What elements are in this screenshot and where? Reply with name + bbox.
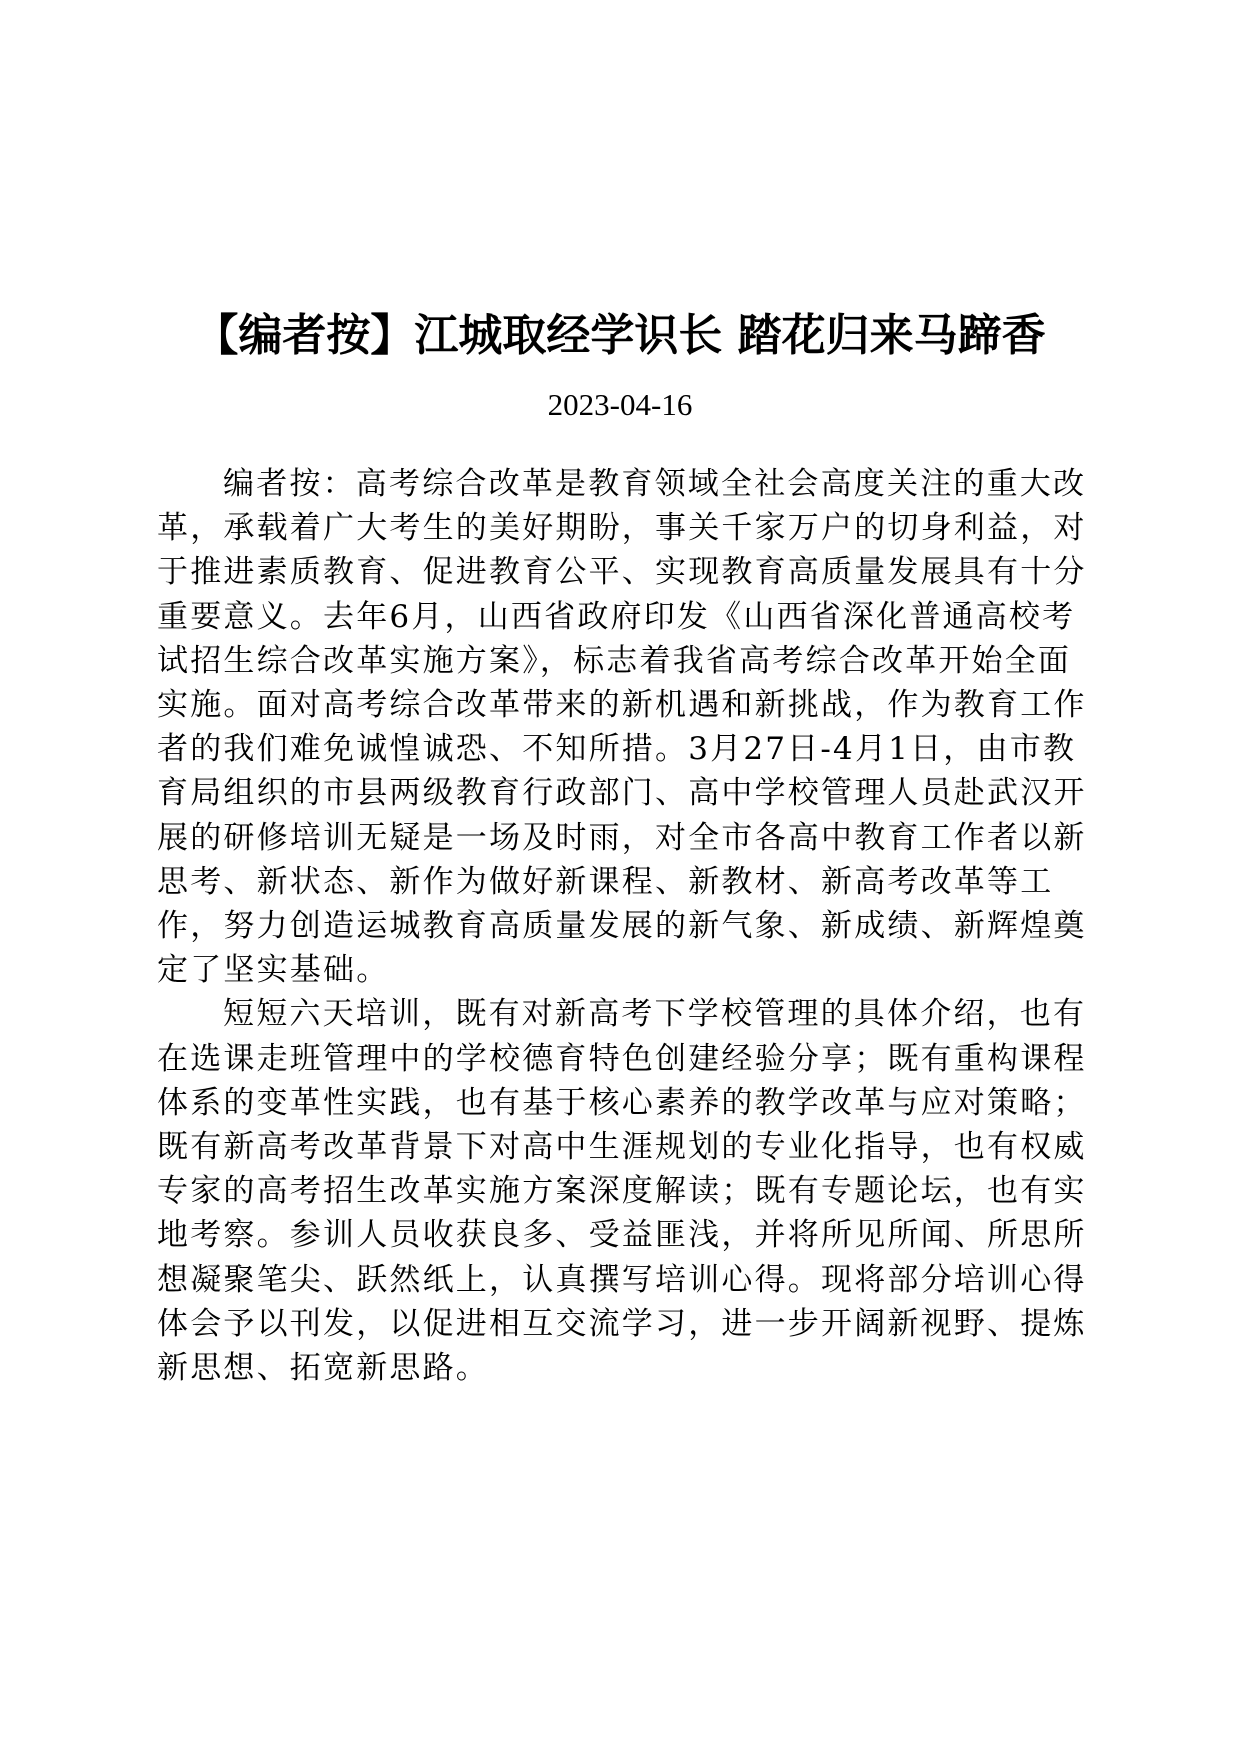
article-body <box>157 462 1092 1390</box>
paragraph-editor-note: 编者按：高考综合改革是教育领域全社会高度关注的重大改革，承载着广大考生的美好期盼，事关千家万户的切身利益，对于推进素质教育、促进教育公平、实现教育高质量发展具有十分重要意义。去年6月，山西省政府印发《山西省深化普通高校考试招生综合改革实施方案》，标志着我省高考综合改革开始全面实施。面对高考综合改革带来的新机遇和新挑战，作为教育工作者的我们难免诚惶诚恐、不知所措。3月27日-4月1日，由市教育局组织的市县两级教育行政部门、高中学校管理人员赴武汉开展的研修培训无疑是一场及时雨，对全市各高中教育工作者以新思考、新状态、新作为做好新课程、新教材、新高考改革等工作，努力创造运城教育高质量发展的新气象、新成绩、新辉煌奠定了坚实基础。 <box>157 466 1087 989</box>
publish-date: 2023-04-16 <box>547 387 693 422</box>
paragraph-training-summary: 短短六天培训，既有对新高考下学校管理的具体介绍，也有在选课走班管理中的学校德育特色创建经验分享；既有重构课程体系的变革性实践，也有基于核心素养的教学改革与应对策略；既有新高考改革背景下对高中生涯规划的专业化指导，也有权威专家的高考招生改革实施方案深度解读；既有专题论坛，也有实地考察。参训人员收获良多、受益匪浅，并将所见所闻、所思所想凝聚笔尖、跃然纸上，认真撰写培训心得。现将部分培训心得体会予以刊发，以促进相互交流学习，进一步开阔新视野、提炼新思想、拓宽新思路。 <box>157 996 1087 1387</box>
document-title: 【编者按】江城取经学识长 踏花归来马蹄香 <box>194 310 1046 361</box>
